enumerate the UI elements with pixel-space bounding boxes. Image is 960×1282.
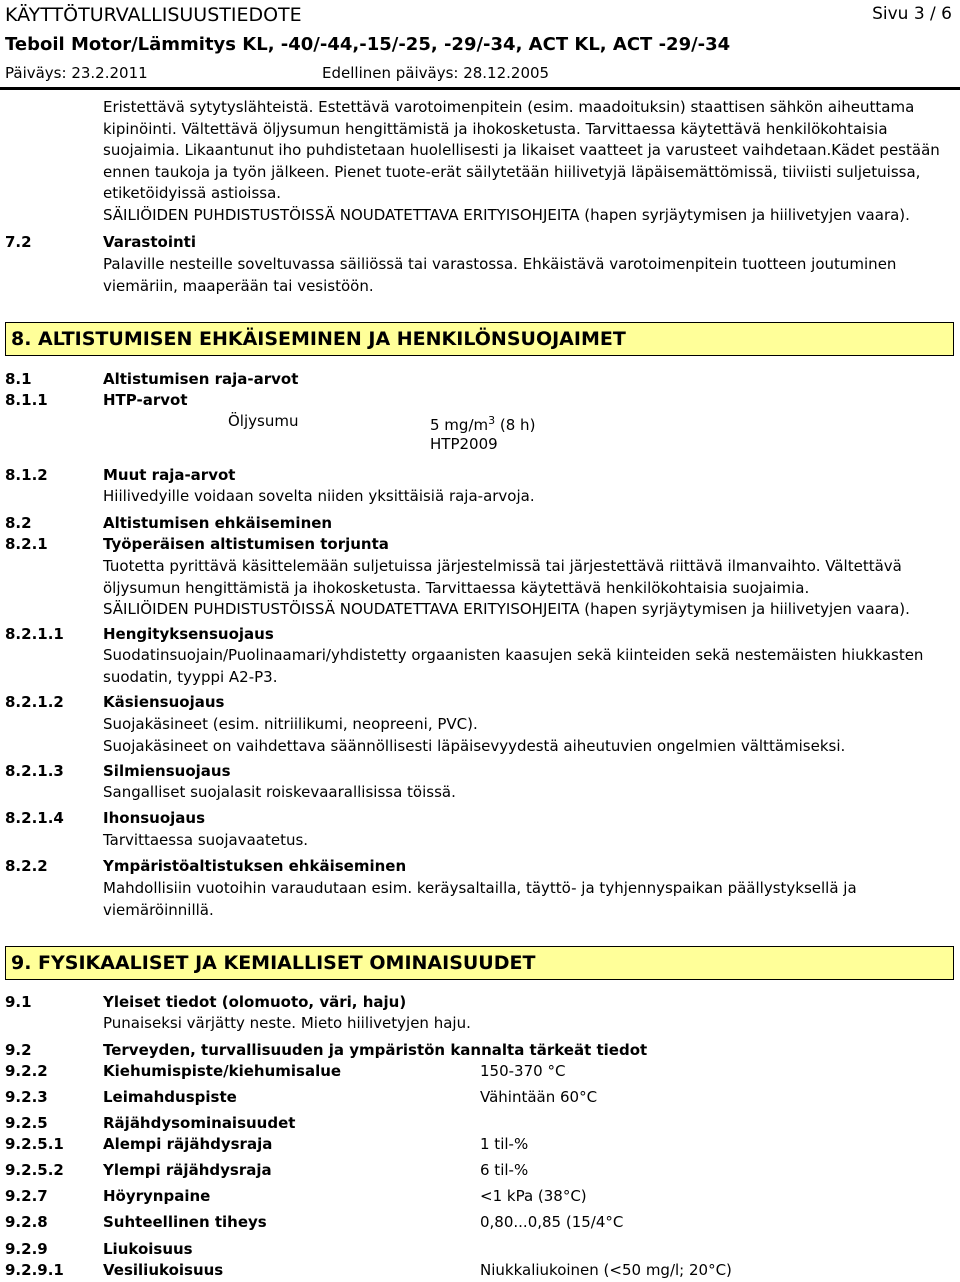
property-value: 150-370 °C bbox=[480, 1062, 566, 1080]
section-text: Tarvittaessa suojavaatetus. bbox=[103, 831, 309, 849]
property-label: Liukoisuus bbox=[103, 1240, 193, 1258]
property-value: 0,80...0,85 (15/4°C bbox=[480, 1213, 624, 1231]
section-number: 8.1.2 bbox=[5, 466, 48, 484]
property-number: 9.2.9 bbox=[5, 1240, 48, 1258]
section-title: Ihonsuojaus bbox=[103, 809, 206, 827]
section-number: 7.2 bbox=[5, 233, 32, 251]
section-title: Varastointi bbox=[103, 233, 196, 251]
section-title: Yleiset tiedot (olomuoto, väri, haju) bbox=[103, 993, 407, 1011]
section-7-1-text: Eristettävä sytytyslähteistä. Estettävä varotoimenpitein (esim. maadoituksin) staattisen sähkön aiheuttama kipinöinti. Vältettävä öljysumun hengittämistä ja ihokosketusta. Tarvittaessa käytettävä henkilökohtaisia suojaimia. Likaantunut iho puhdistetaan huolellisesti ja likaiset vaatteet ja varusteet vaihdetaan.Kädet pestään ennen taukoja ja työn jälkeen. Pienet tuote-erät säilytetään hiilivetyjä läpäisemättömissä, tiiviisti suljetuissa, etiketöidyissä astioissa. SÄILIÖIDEN PUHDISTUSTÖISSÄ NOUDATETTAVA ERITYISOHJEITA (hapen syrjäytymisen ja hiilivetyjen vaara). bbox=[103, 98, 940, 224]
property-number: 9.2.9.1 bbox=[5, 1261, 64, 1279]
section-number: 8.2.2 bbox=[5, 857, 48, 875]
product-name: Teboil Motor/Lämmitys KL, -40/-44,-15/-25, -29/-34, ACT KL, ACT -29/-34 bbox=[5, 34, 731, 55]
section-7-2-text: Palaville nesteille soveltuvassa säiliössä tai varastossa. Ehkäistävä varotoimenpitein tuotteen joutuminen viemäriin, maaperään tai vesistöön. bbox=[103, 255, 897, 295]
property-number: 9.2.5 bbox=[5, 1114, 48, 1132]
section-number: 8.1 bbox=[5, 370, 32, 388]
section-title: Silmiensuojaus bbox=[103, 762, 231, 780]
htp-substance: Öljysumu bbox=[228, 412, 299, 430]
property-value: <1 kPa (38°C) bbox=[480, 1187, 587, 1205]
section-text: Sangalliset suojalasit roiskevaarallisissa töissä. bbox=[103, 783, 456, 801]
section-title: Altistumisen ehkäiseminen bbox=[103, 514, 333, 532]
section-text: Mahdollisiin vuotoihin varaudutaan esim. keräysaltailla, täyttö- ja tyhjennyspaikan päällystyksellä ja viemäröinnillä. bbox=[103, 879, 857, 919]
section-title: HTP-arvot bbox=[103, 391, 188, 409]
previous-date: Edellinen päiväys: 28.12.2005 bbox=[322, 64, 550, 82]
section-9-header: 9. FYSIKAALISET JA KEMIALLISET OMINAISUUDET bbox=[5, 946, 954, 980]
property-number: 9.2.5.2 bbox=[5, 1161, 64, 1179]
section-text: Suodatinsuojain/Puolinaamari/yhdistetty orgaanisten kaasujen sekä kiinteiden sekä nestemäisten hiukkasten suodatin, tyyppi A2-P3. bbox=[103, 646, 924, 686]
section-title: Hengityksensuojaus bbox=[103, 625, 274, 643]
property-number: 9.2.5.1 bbox=[5, 1135, 64, 1153]
page-number: Sivu 3 / 6 bbox=[872, 4, 952, 24]
section-number: 8.2.1.1 bbox=[5, 625, 64, 643]
section-title: Ympäristöaltistuksen ehkäiseminen bbox=[103, 857, 407, 875]
section-title: Muut raja-arvot bbox=[103, 466, 236, 484]
property-label: Räjähdysominaisuudet bbox=[103, 1114, 296, 1132]
property-label: Leimahduspiste bbox=[103, 1088, 237, 1106]
property-label: Alempi räjähdysraja bbox=[103, 1135, 273, 1153]
date: Päiväys: 23.2.2011 bbox=[5, 64, 148, 82]
section-text: Hiilivedyille voidaan sovelta niiden yksittäisiä raja-arvoja. bbox=[103, 487, 535, 505]
section-number: 9.1 bbox=[5, 993, 32, 1011]
htp-source: HTP2009 bbox=[430, 435, 498, 453]
property-value: 6 til-% bbox=[480, 1161, 529, 1179]
section-number: 9.2 bbox=[5, 1041, 32, 1059]
property-label: Höyrynpaine bbox=[103, 1187, 211, 1205]
property-number: 9.2.2 bbox=[5, 1062, 48, 1080]
section-title: Altistumisen raja-arvot bbox=[103, 370, 299, 388]
property-value: Niukkaliukoinen (<50 mg/l; 20°C) bbox=[480, 1261, 732, 1279]
section-text: Tuotetta pyrittävä käsittelemään suljetuissa järjestelmissä tai järjestettävä riittävä ilmanvaihto. Vältettävä öljysumun hengittämistä ja ihokosketusta. Tarvittaessa käytettävä henkilökohtaisia suojaimia. SÄILIÖIDEN PUHDISTUSTÖISSÄ NOUDATETTAVA ERITYISOHJEITA (hapen syrjäytymisen ja hiilivetyjen vaara). bbox=[103, 557, 910, 618]
document-title: KÄYTTÖTURVALLISUUSTIEDOTE bbox=[5, 4, 302, 26]
property-label: Ylempi räjähdysraja bbox=[103, 1161, 272, 1179]
section-title: Terveyden, turvallisuuden ja ympäristön kannalta tärkeät tiedot bbox=[103, 1041, 648, 1059]
section-number: 8.2.1.4 bbox=[5, 809, 64, 827]
htp-value: 5 $mg/m^3$ (8 h) bbox=[430, 414, 536, 434]
property-value: Vähintään 60°C bbox=[480, 1088, 598, 1106]
property-number: 9.2.8 bbox=[5, 1213, 48, 1231]
section-text: Punaiseksi värjätty neste. Mieto hiilivetyjen haju. bbox=[103, 1014, 471, 1032]
property-label: Kiehumispiste/kiehumisalue bbox=[103, 1062, 342, 1080]
section-title: Työperäisen altistumisen torjunta bbox=[103, 535, 389, 553]
property-number: 9.2.3 bbox=[5, 1088, 48, 1106]
property-label: Suhteellinen tiheys bbox=[103, 1213, 267, 1231]
section-text: Suojakäsineet (esim. nitriilikumi, neopreeni, PVC). Suojakäsineet on vaihdettava säännöllisesti läpäisevyydestä aiheutuvien ongelmien välttämiseksi. bbox=[103, 715, 846, 755]
section-number: 8.2.1.2 bbox=[5, 693, 64, 711]
section-8-header: 8. ALTISTUMISEN EHKÄISEMINEN JA HENKILÖNSUOJAIMET bbox=[5, 322, 954, 356]
section-title: Käsiensuojaus bbox=[103, 693, 225, 711]
property-number: 9.2.7 bbox=[5, 1187, 48, 1205]
header-divider bbox=[0, 87, 960, 90]
section-number: 8.2 bbox=[5, 514, 32, 532]
section-number: 8.1.1 bbox=[5, 391, 48, 409]
property-label: Vesiliukoisuus bbox=[103, 1261, 224, 1279]
section-number: 8.2.1 bbox=[5, 535, 48, 553]
property-value: 1 til-% bbox=[480, 1135, 529, 1153]
section-number: 8.2.1.3 bbox=[5, 762, 64, 780]
